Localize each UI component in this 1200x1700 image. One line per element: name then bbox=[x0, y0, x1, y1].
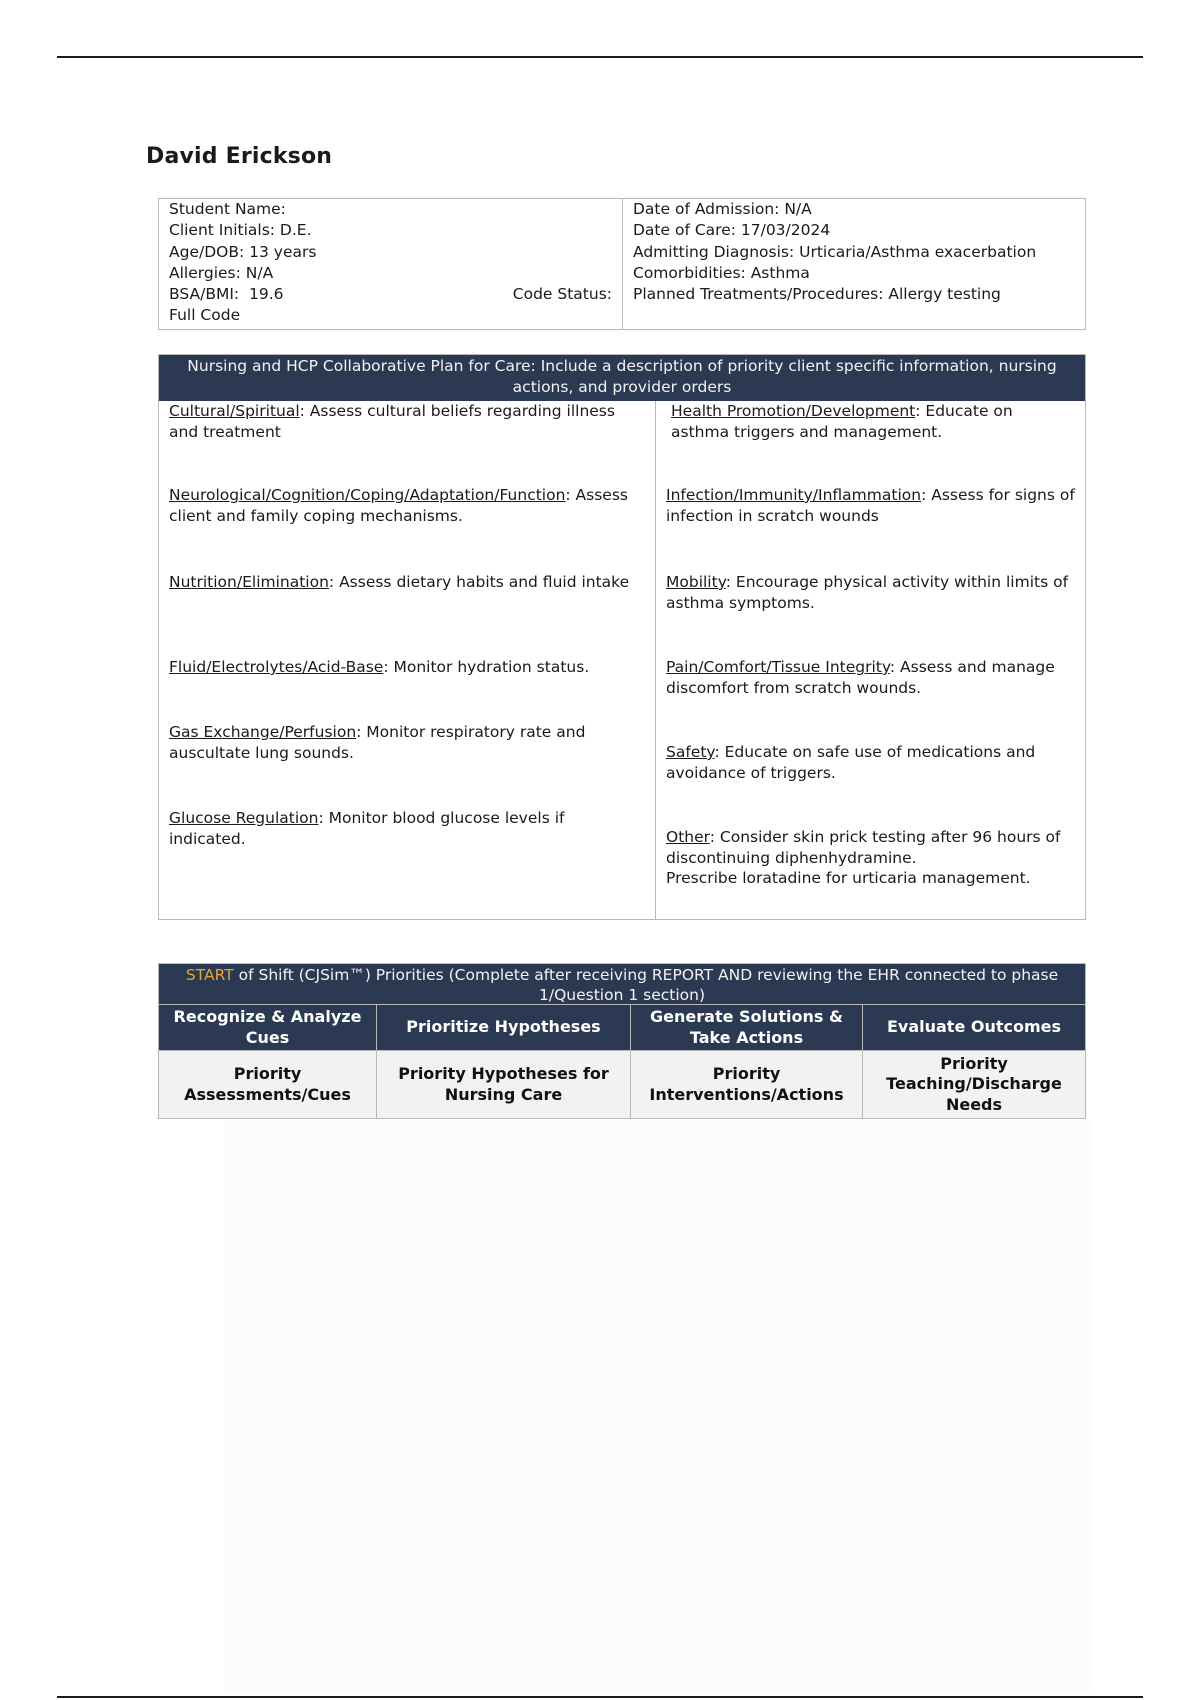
plan-item-glucose bbox=[169, 808, 645, 849]
start-of-shift-header bbox=[159, 964, 1085, 1004]
subheader-hypotheses: Priority Hypotheses for Nursing Care bbox=[377, 1050, 631, 1118]
plan-item-gas-exchange bbox=[169, 722, 645, 763]
plan-item-label: Mobility bbox=[666, 573, 726, 591]
plan-of-care-header: Nursing and HCP Collaborative Plan for Care: Include a description of priority client specific information, nursing actions, and provider orders bbox=[159, 355, 1085, 401]
bsa-bmi-row bbox=[169, 284, 612, 305]
column-header-prioritize: Prioritize Hypotheses bbox=[377, 1004, 631, 1050]
column-header-generate: Generate Solutions & Take Actions bbox=[631, 1004, 863, 1050]
plan-left-column bbox=[159, 401, 656, 919]
plan-item-text: : Consider skin prick testing after 96 hours of discontinuing diphenhydramine. bbox=[666, 828, 1061, 867]
subheader-assessments: Priority Assessments/Cues bbox=[159, 1050, 377, 1118]
plan-item-fluid bbox=[169, 657, 645, 678]
plan-item-text: : Monitor respiratory rate and auscultate lung sounds. bbox=[169, 723, 586, 762]
plan-item-label: Pain/Comfort/Tissue Integrity bbox=[666, 658, 890, 676]
plan-item-text: : Monitor blood glucose levels if indicated. bbox=[169, 809, 565, 848]
plan-item-text: : Encourage physical activity within limits of asthma symptoms. bbox=[666, 573, 1069, 612]
subheader-teaching: Priority Teaching/Discharge Needs bbox=[863, 1050, 1085, 1118]
bsa-bmi: BSA/BMI: 19.6 bbox=[169, 285, 284, 304]
plan-item-label: Neurological/Cognition/Coping/Adaptation/Function bbox=[169, 486, 566, 504]
column-header-recognize: Recognize & Analyze Cues bbox=[159, 1004, 377, 1050]
code-status-value: Full Code bbox=[169, 306, 241, 325]
start-word: START bbox=[185, 966, 234, 984]
plan-item-text: : Assess for signs of infection in scratch wounds bbox=[666, 486, 1075, 525]
client-info-left bbox=[159, 199, 623, 329]
subheader-interventions: Priority Interventions/Actions bbox=[631, 1050, 863, 1118]
top-rule bbox=[57, 56, 1143, 58]
plan-item-text: : Assess and manage discomfort from scratch wounds. bbox=[666, 658, 1055, 697]
plan-item-nutrition bbox=[169, 572, 645, 593]
plan-right-column bbox=[656, 401, 1085, 919]
plan-item-text: : Educate on asthma triggers and management. bbox=[671, 402, 1013, 441]
plan-item-infection bbox=[666, 485, 1075, 526]
client-info-right bbox=[623, 199, 1085, 329]
date-of-admission: Date of Admission: N/A bbox=[633, 200, 812, 218]
plan-item-text: : Assess dietary habits and fluid intake bbox=[328, 573, 630, 591]
planned-treatments: Planned Treatments/Procedures: Allergy testing bbox=[633, 285, 1001, 304]
student-name: Student Name: bbox=[169, 200, 286, 218]
plan-item-label: Nutrition/Elimination bbox=[169, 573, 329, 591]
plan-item-text: : Assess client and family coping mechanisms. bbox=[169, 486, 628, 525]
page-title: David Erickson bbox=[146, 144, 333, 169]
comorbidities: Comorbidities: Asthma bbox=[633, 263, 810, 282]
plan-item-label: Cultural/Spiritual bbox=[169, 402, 300, 420]
plan-item-other-extra: Prescribe loratadine for urticaria management. bbox=[666, 869, 1031, 887]
plan-item-label: Fluid/Electrolytes/Acid-Base bbox=[169, 658, 384, 676]
plan-of-care-box bbox=[158, 354, 1086, 920]
plan-item-neurological bbox=[169, 485, 645, 526]
plan-item-label: Safety bbox=[666, 743, 715, 761]
plan-item-cultural bbox=[169, 401, 645, 442]
client-initials: Client Initials: D.E. bbox=[169, 221, 312, 240]
code-status-label: Code Status: bbox=[512, 285, 612, 304]
plan-item-label: Health Promotion/Development bbox=[671, 402, 916, 420]
plan-item-mobility bbox=[666, 572, 1075, 613]
client-info-box bbox=[158, 198, 1086, 330]
plan-item-text: : Monitor hydration status. bbox=[383, 658, 590, 676]
plan-item-pain bbox=[666, 657, 1075, 698]
bottom-rule bbox=[57, 1696, 1143, 1698]
plan-item-safety bbox=[666, 742, 1075, 783]
start-of-shift-header-text: of Shift (CJSim™) Priorities (Complete after receiving REPORT AND reviewing the EHR connected to phase 1/Question 1 section) bbox=[233, 966, 1059, 1004]
plan-item-label: Glucose Regulation bbox=[169, 809, 319, 827]
date-of-care: Date of Care: 17/03/2024 bbox=[633, 221, 831, 240]
shift-column-headers bbox=[159, 1004, 1085, 1050]
plan-item-health-promotion bbox=[671, 401, 1075, 442]
start-of-shift-table bbox=[158, 963, 1086, 1119]
plan-item-label: Gas Exchange/Perfusion bbox=[169, 723, 357, 741]
plan-item-other bbox=[666, 827, 1075, 889]
plan-item-label: Other bbox=[666, 828, 710, 846]
allergies: Allergies: N/A bbox=[169, 263, 274, 282]
page-background bbox=[224, 1120, 1094, 1690]
plan-item-label: Infection/Immunity/Inflammation bbox=[666, 486, 922, 504]
age-dob: Age/DOB: 13 years bbox=[169, 242, 317, 261]
plan-of-care-body bbox=[159, 401, 1085, 919]
plan-item-text: : Educate on safe use of medications and avoidance of triggers. bbox=[666, 743, 1036, 782]
column-header-evaluate: Evaluate Outcomes bbox=[863, 1004, 1085, 1050]
plan-item-text: : Assess cultural beliefs regarding illness and treatment bbox=[169, 402, 615, 441]
admitting-diagnosis: Admitting Diagnosis: Urticaria/Asthma exacerbation bbox=[633, 242, 1037, 261]
shift-subheaders bbox=[159, 1050, 1085, 1118]
